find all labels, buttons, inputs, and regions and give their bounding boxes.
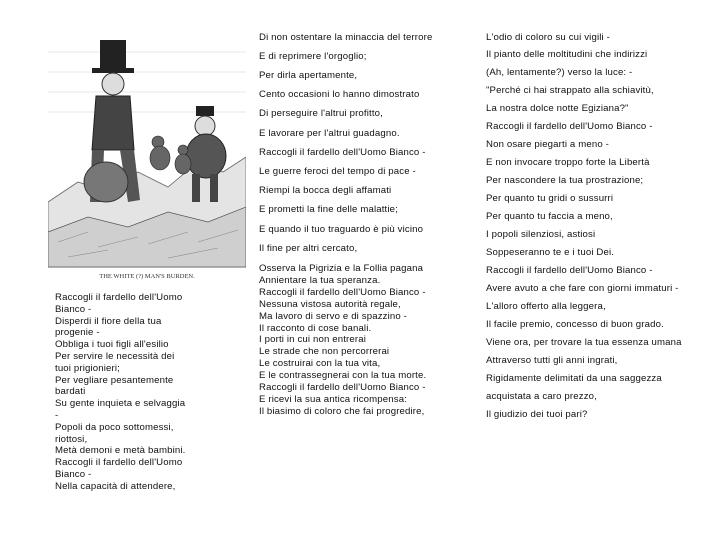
text-line: Il biasimo di coloro che fai progredire,: [259, 405, 425, 417]
text-line: Di non ostentare la minaccia del terrore: [259, 32, 433, 43]
text-line: Per quanto tu gridi o sussurri: [486, 193, 614, 204]
text-line: Il fine per altri cercato,: [259, 243, 358, 254]
text-line: Il pianto delle moltitudini che indirizzi: [486, 49, 648, 60]
text-line: riottosi,: [55, 433, 88, 445]
text-line: Le costruirai con la tua vita,: [259, 358, 381, 370]
text-line: Avere avuto a che fare con giorni immaturi -: [486, 283, 679, 294]
text-line: E lavorare per l'altrui guadagno.: [259, 128, 400, 139]
text-line: Raccogli il fardello dell'Uomo Bianco -: [259, 382, 426, 394]
text-line: progenie -: [55, 327, 100, 339]
text-line: Raccogli il fardello dell'Uomo: [55, 457, 183, 469]
text-line: Le guerre feroci del tempo di pace -: [259, 166, 416, 177]
text-line: E non invocare troppo forte la Libertà: [486, 157, 650, 168]
text-line: Su gente inquieta e selvaggia: [55, 398, 186, 410]
text-line: E quando il tuo traguardo è più vicino: [259, 224, 424, 235]
middle-column-block: [259, 263, 426, 418]
illustration-caption: THE WHITE (?) MAN'S BURDEN.: [99, 273, 195, 280]
cartoon-illustration: [48, 32, 246, 284]
text-line: La nostra dolce notte Egiziana?": [486, 103, 629, 114]
text-line: Raccogli il fardello dell'Uomo Bianco -: [486, 265, 653, 276]
text-line: Il facile premio, concesso di buon grado.: [486, 319, 664, 330]
text-line: Non osare piegarti a meno -: [486, 139, 609, 150]
text-line: Disperdi il fiore della tua: [55, 315, 162, 327]
text-line: E le contrassegnerai con la tua morte.: [259, 370, 427, 382]
text-line: acquistata a caro prezzo,: [486, 391, 597, 402]
text-line: -: [55, 409, 59, 421]
text-line: Soppeseranno te e i tuoi Dei.: [486, 247, 615, 258]
text-line: I porti in cui non entrerai: [259, 334, 366, 346]
text-line: Annientare la tua speranza.: [259, 274, 381, 286]
text-line: Raccogli il fardello dell'Uomo: [55, 292, 183, 303]
text-line: Attraverso tutti gli anni ingrati,: [486, 355, 618, 366]
text-line: Bianco -: [55, 468, 92, 480]
left-column-text: [55, 292, 185, 493]
text-line: Raccogli il fardello dell'Uomo Bianco -: [259, 147, 426, 158]
text-line: Il giudizio dei tuoi pari?: [486, 409, 588, 420]
text-line: Viene ora, per trovare la tua essenza umana: [486, 337, 682, 348]
text-line: Per quanto tu faccia a meno,: [486, 211, 613, 222]
text-line: E di reprimere l'orgoglio;: [259, 51, 367, 62]
text-line: Di perseguire l'altrui profitto,: [259, 108, 383, 119]
text-line: E prometti la fine delle malattie;: [259, 204, 398, 215]
text-line: Osserva la Pigrizia e la Follia pagana: [259, 263, 424, 274]
text-line: Ma lavoro di servo e di spazzino -: [259, 310, 408, 322]
text-line: Riempi la bocca degli affamati: [259, 185, 392, 196]
text-line: L'alloro offerto alla leggera,: [486, 301, 606, 312]
text-line: Popoli da poco sottomessi,: [55, 421, 174, 433]
text-line: Per servire le necessità dei: [55, 350, 175, 362]
text-line: Obbliga i tuoi figli all'esilio: [55, 339, 169, 351]
text-line: Raccogli il fardello dell'Uomo Bianco -: [259, 286, 426, 298]
text-line: Per vegliare pesantemente: [55, 374, 174, 386]
text-line: Metà demoni e metà bambini.: [55, 445, 186, 457]
text-line: Per nascondere la tua prostrazione;: [486, 175, 644, 186]
text-line: Cento occasioni lo hanno dimostrato: [259, 89, 420, 100]
text-line: bardati: [55, 386, 86, 398]
text-line: Per dirla apertamente,: [259, 70, 358, 81]
text-line: tuoi prigionieri;: [55, 362, 120, 374]
text-line: Bianco -: [55, 303, 92, 315]
text-line: E ricevi la sua antica ricompensa:: [259, 393, 408, 405]
text-line: Nessuna vistosa autorità regale,: [259, 298, 401, 310]
text-line: L'odio di coloro su cui vigili -: [486, 32, 610, 43]
text-line: Raccogli il fardello dell'Uomo Bianco -: [486, 121, 653, 132]
text-line: Le strade che non percorrerai: [259, 346, 390, 358]
text-line: Nella capacità di attendere,: [55, 480, 176, 492]
text-line: I popoli silenziosi, astiosi: [486, 229, 596, 240]
text-line: (Ah, lentamente?) verso la luce: -: [486, 67, 633, 78]
text-line: "Perché ci hai strappato alla schiavitù,: [486, 85, 654, 96]
text-line: Il racconto di cose banali.: [259, 322, 372, 334]
text-line: Rigidamente delimitati da una saggezza: [486, 373, 662, 384]
